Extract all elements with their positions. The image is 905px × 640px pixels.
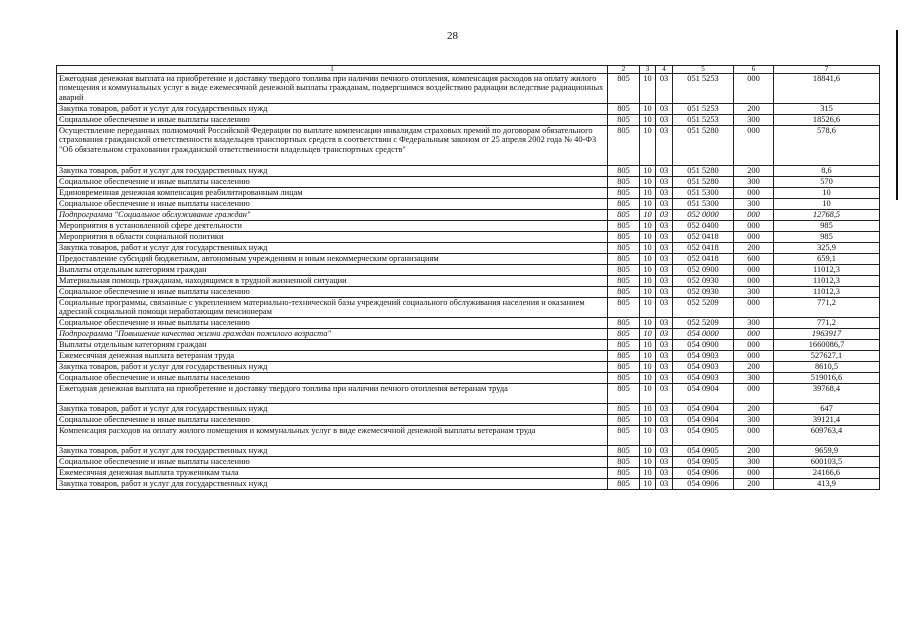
subsection-code: 03: [656, 340, 673, 351]
amount: 18841,6: [774, 74, 880, 104]
amount: 11012,3: [774, 276, 880, 287]
row-description: Ежегодная денежная выплата на приобретение и доставку твердого топлива при наличии печного отопления ветеранам труда: [57, 384, 608, 404]
section-code: 10: [640, 177, 656, 188]
row-description: Закупка товаров, работ и услуг для государственных нужд: [57, 166, 608, 177]
subsection-code: 03: [656, 199, 673, 210]
expense-type-code: 000: [734, 384, 774, 404]
row-description: Мероприятия в области социальной политики: [57, 232, 608, 243]
expense-type-code: 200: [734, 243, 774, 254]
amount: 659,1: [774, 254, 880, 265]
expense-type-code: 600: [734, 254, 774, 265]
amount: 9659,9: [774, 446, 880, 457]
row-description: Закупка товаров, работ и услуг для государственных нужд: [57, 479, 608, 490]
subsection-code: 03: [656, 265, 673, 276]
row-description: Подпрограмма "Повышение качества жизни граждан пожилого возраста": [57, 329, 608, 340]
target-article-code: 054 0906: [673, 479, 734, 490]
target-article-code: 052 0930: [673, 276, 734, 287]
subsection-code: 03: [656, 384, 673, 404]
subsection-code: 03: [656, 446, 673, 457]
target-article-code: 052 0000: [673, 210, 734, 221]
subsection-code: 03: [656, 318, 673, 329]
section-code: 10: [640, 276, 656, 287]
ministry-code: 805: [608, 373, 640, 384]
amount: 11012,3: [774, 287, 880, 298]
column-number-row: [57, 66, 880, 74]
amount: 18526,6: [774, 115, 880, 126]
ministry-code: 805: [608, 177, 640, 188]
ministry-code: 805: [608, 318, 640, 329]
table-row: [57, 426, 880, 446]
row-description: Социальное обеспечение и иные выплаты населению: [57, 177, 608, 188]
header-cell: 6: [734, 66, 774, 74]
margin-rule: [896, 30, 898, 200]
section-code: 10: [640, 404, 656, 415]
expense-type-code: 000: [734, 468, 774, 479]
target-article-code: 051 5253: [673, 74, 734, 104]
amount: 39768,4: [774, 384, 880, 404]
target-article-code: 052 0400: [673, 221, 734, 232]
ministry-code: 805: [608, 276, 640, 287]
table-row: [57, 126, 880, 166]
section-code: 10: [640, 468, 656, 479]
table-row: [57, 479, 880, 490]
section-code: 10: [640, 318, 656, 329]
section-code: 10: [640, 115, 656, 126]
subsection-code: 03: [656, 104, 673, 115]
table-row: [57, 265, 880, 276]
section-code: 10: [640, 104, 656, 115]
subsection-code: 03: [656, 362, 673, 373]
ministry-code: 805: [608, 232, 640, 243]
amount: 1963917: [774, 329, 880, 340]
section-code: 10: [640, 74, 656, 104]
expense-type-code: 000: [734, 426, 774, 446]
table-row: [57, 221, 880, 232]
header-cell: 1: [57, 66, 608, 74]
expense-type-code: 000: [734, 351, 774, 362]
section-code: 10: [640, 298, 656, 318]
section-code: 10: [640, 373, 656, 384]
row-description: Закупка товаров, работ и услуг для государственных нужд: [57, 446, 608, 457]
amount: 985: [774, 221, 880, 232]
section-code: 10: [640, 221, 656, 232]
table-row: [57, 446, 880, 457]
row-description: Осуществление переданных полномочий Российской Федерации по выплате компенсации инвалидам страховых премий по договорам обязательного страхования гражданской ответственности владельцев транспортных средств в соответствии с Федеральным законом от 25 апреля 2002 года № 40-ФЗ "Об обязательном страховании гражданской ответственности владельцев транспортных средств": [57, 126, 608, 166]
table-row: [57, 329, 880, 340]
subsection-code: 03: [656, 254, 673, 265]
table-row: [57, 166, 880, 177]
ministry-code: 805: [608, 468, 640, 479]
target-article-code: 054 0903: [673, 373, 734, 384]
row-description: Закупка товаров, работ и услуг для государственных нужд: [57, 404, 608, 415]
expense-type-code: 200: [734, 479, 774, 490]
amount: 771,2: [774, 298, 880, 318]
target-article-code: 051 5280: [673, 166, 734, 177]
table-row: [57, 199, 880, 210]
page-number: 28: [447, 30, 458, 42]
header-cell: 3: [640, 66, 656, 74]
ministry-code: 805: [608, 188, 640, 199]
section-code: 10: [640, 210, 656, 221]
table-row: [57, 74, 880, 104]
target-article-code: 052 0900: [673, 265, 734, 276]
target-article-code: 054 0906: [673, 468, 734, 479]
amount: 39121,4: [774, 415, 880, 426]
target-article-code: 051 5253: [673, 104, 734, 115]
ministry-code: 805: [608, 415, 640, 426]
row-description: Компенсация расходов на оплату жилого помещения и коммунальных услуг в виде ежемесячной денежной выплаты ветеранам труда: [57, 426, 608, 446]
subsection-code: 03: [656, 126, 673, 166]
ministry-code: 805: [608, 210, 640, 221]
row-description: Социальное обеспечение и иные выплаты населению: [57, 115, 608, 126]
expense-type-code: 200: [734, 446, 774, 457]
row-description: Социальное обеспечение и иные выплаты населению: [57, 287, 608, 298]
expense-type-code: 000: [734, 221, 774, 232]
subsection-code: 03: [656, 329, 673, 340]
row-description: Ежегодная денежная выплата на приобретение и доставку твердого топлива при наличии печного отопления, компенсация расходов на оплату жилого помещения и коммунальных услуг в виде ежемесячной денежной выплаты гражданам, подвергшимся воздействию радиации вследствие радиационных аварий: [57, 74, 608, 104]
table-row: [57, 373, 880, 384]
row-description: Предоставление субсидий бюджетным, автономным учреждениям и иным некоммерческим организациям: [57, 254, 608, 265]
subsection-code: 03: [656, 74, 673, 104]
amount: 609763,4: [774, 426, 880, 446]
target-article-code: 051 5280: [673, 126, 734, 166]
expense-type-code: 300: [734, 318, 774, 329]
subsection-code: 03: [656, 373, 673, 384]
table-row: [57, 351, 880, 362]
subsection-code: 03: [656, 457, 673, 468]
section-code: 10: [640, 446, 656, 457]
expense-type-code: 300: [734, 177, 774, 188]
subsection-code: 03: [656, 479, 673, 490]
table-row: [57, 384, 880, 404]
amount: 11012,3: [774, 265, 880, 276]
expense-type-code: 000: [734, 188, 774, 199]
section-code: 10: [640, 287, 656, 298]
header-cell: 7: [774, 66, 880, 74]
section-code: 10: [640, 199, 656, 210]
row-description: Социальное обеспечение и иные выплаты населению: [57, 318, 608, 329]
subsection-code: 03: [656, 243, 673, 254]
expense-type-code: 300: [734, 115, 774, 126]
amount: 985: [774, 232, 880, 243]
subsection-code: 03: [656, 351, 673, 362]
target-article-code: 052 0418: [673, 254, 734, 265]
expense-type-code: 300: [734, 373, 774, 384]
expense-type-code: 000: [734, 298, 774, 318]
amount: 600103,5: [774, 457, 880, 468]
expense-type-code: 000: [734, 276, 774, 287]
table-row: [57, 254, 880, 265]
ministry-code: 805: [608, 446, 640, 457]
section-code: 10: [640, 415, 656, 426]
table-row: [57, 232, 880, 243]
subsection-code: 03: [656, 177, 673, 188]
expense-type-code: 200: [734, 166, 774, 177]
amount: 771,2: [774, 318, 880, 329]
row-description: Материальная помощь гражданам, находящимся в трудной жизненной ситуации: [57, 276, 608, 287]
section-code: 10: [640, 232, 656, 243]
subsection-code: 03: [656, 115, 673, 126]
ministry-code: 805: [608, 351, 640, 362]
ministry-code: 805: [608, 243, 640, 254]
section-code: 10: [640, 384, 656, 404]
section-code: 10: [640, 362, 656, 373]
table-row: [57, 115, 880, 126]
expense-type-code: 300: [734, 415, 774, 426]
table-row: [57, 210, 880, 221]
section-code: 10: [640, 126, 656, 166]
expense-type-code: 000: [734, 232, 774, 243]
subsection-code: 03: [656, 298, 673, 318]
ministry-code: 805: [608, 362, 640, 373]
ministry-code: 805: [608, 287, 640, 298]
section-code: 10: [640, 479, 656, 490]
subsection-code: 03: [656, 166, 673, 177]
target-article-code: 051 5300: [673, 188, 734, 199]
amount: 413,9: [774, 479, 880, 490]
ministry-code: 805: [608, 265, 640, 276]
ministry-code: 805: [608, 479, 640, 490]
subsection-code: 03: [656, 210, 673, 221]
expense-type-code: 000: [734, 74, 774, 104]
row-description: Закупка товаров, работ и услуг для государственных нужд: [57, 104, 608, 115]
amount: 527627,1: [774, 351, 880, 362]
section-code: 10: [640, 351, 656, 362]
table-row: [57, 276, 880, 287]
ministry-code: 805: [608, 126, 640, 166]
expense-type-code: 200: [734, 104, 774, 115]
row-description: Социальное обеспечение и иные выплаты населению: [57, 415, 608, 426]
row-description: Подпрограмма "Социальное обслуживание граждан": [57, 210, 608, 221]
expense-type-code: 000: [734, 265, 774, 276]
subsection-code: 03: [656, 287, 673, 298]
target-article-code: 054 0904: [673, 404, 734, 415]
section-code: 10: [640, 426, 656, 446]
target-article-code: 051 5300: [673, 199, 734, 210]
ministry-code: 805: [608, 115, 640, 126]
expense-type-code: 000: [734, 126, 774, 166]
section-code: 10: [640, 243, 656, 254]
target-article-code: 054 0904: [673, 384, 734, 404]
target-article-code: 052 0930: [673, 287, 734, 298]
table-row: [57, 298, 880, 318]
row-description: Ежемесячная денежная выплата труженикам тыла: [57, 468, 608, 479]
section-code: 10: [640, 254, 656, 265]
section-code: 10: [640, 188, 656, 199]
table-row: [57, 243, 880, 254]
header-cell: 5: [673, 66, 734, 74]
budget-table: [56, 65, 880, 490]
amount: 570: [774, 177, 880, 188]
amount: 578,6: [774, 126, 880, 166]
subsection-code: 03: [656, 232, 673, 243]
expense-type-code: 200: [734, 404, 774, 415]
target-article-code: 052 5209: [673, 318, 734, 329]
target-article-code: 054 0905: [673, 457, 734, 468]
ministry-code: 805: [608, 199, 640, 210]
header-cell: 4: [656, 66, 673, 74]
section-code: 10: [640, 166, 656, 177]
ministry-code: 805: [608, 74, 640, 104]
expense-type-code: 200: [734, 362, 774, 373]
ministry-code: 805: [608, 221, 640, 232]
amount: 8,6: [774, 166, 880, 177]
ministry-code: 805: [608, 104, 640, 115]
row-description: Социальное обеспечение и иные выплаты населению: [57, 199, 608, 210]
ministry-code: 805: [608, 329, 640, 340]
target-article-code: 051 5280: [673, 177, 734, 188]
amount: 519016,6: [774, 373, 880, 384]
ministry-code: 805: [608, 404, 640, 415]
row-description: Единовременная денежная компенсация реабилитированным лицам: [57, 188, 608, 199]
amount: 1660086,7: [774, 340, 880, 351]
table-row: [57, 287, 880, 298]
table-row: [57, 457, 880, 468]
ministry-code: 805: [608, 426, 640, 446]
target-article-code: 052 0418: [673, 243, 734, 254]
table-row: [57, 177, 880, 188]
expense-type-code: 000: [734, 340, 774, 351]
target-article-code: 054 0905: [673, 446, 734, 457]
amount: 647: [774, 404, 880, 415]
target-article-code: 052 5209: [673, 298, 734, 318]
subsection-code: 03: [656, 415, 673, 426]
subsection-code: 03: [656, 426, 673, 446]
amount: 12768,5: [774, 210, 880, 221]
target-article-code: 054 0904: [673, 415, 734, 426]
target-article-code: 054 0903: [673, 351, 734, 362]
subsection-code: 03: [656, 468, 673, 479]
table-row: [57, 318, 880, 329]
subsection-code: 03: [656, 188, 673, 199]
target-article-code: 054 0905: [673, 426, 734, 446]
row-description: Ежемесячная денежная выплата ветеранам труда: [57, 351, 608, 362]
header-cell: 2: [608, 66, 640, 74]
section-code: 10: [640, 457, 656, 468]
expense-type-code: 300: [734, 199, 774, 210]
subsection-code: 03: [656, 404, 673, 415]
ministry-code: 805: [608, 166, 640, 177]
section-code: 10: [640, 329, 656, 340]
table-row: [57, 468, 880, 479]
amount: 10: [774, 188, 880, 199]
amount: 8610,5: [774, 362, 880, 373]
target-article-code: 054 0000: [673, 329, 734, 340]
ministry-code: 805: [608, 340, 640, 351]
ministry-code: 805: [608, 298, 640, 318]
section-code: 10: [640, 340, 656, 351]
subsection-code: 03: [656, 276, 673, 287]
row-description: Закупка товаров, работ и услуг для государственных нужд: [57, 362, 608, 373]
row-description: Социальные программы, связанные с укреплением материально-технической базы учреждений социального обслуживания населения и оказанием адресной социальной помощи неработающим пенсионерам: [57, 298, 608, 318]
subsection-code: 03: [656, 221, 673, 232]
target-article-code: 051 5253: [673, 115, 734, 126]
table-row: [57, 188, 880, 199]
expense-type-code: 000: [734, 210, 774, 221]
ministry-code: 805: [608, 384, 640, 404]
expense-type-code: 300: [734, 287, 774, 298]
ministry-code: 805: [608, 457, 640, 468]
ministry-code: 805: [608, 254, 640, 265]
table-row: [57, 404, 880, 415]
table-row: [57, 415, 880, 426]
target-article-code: 052 0418: [673, 232, 734, 243]
row-description: Социальное обеспечение и иные выплаты населению: [57, 457, 608, 468]
expense-type-code: 000: [734, 329, 774, 340]
table-body: [57, 74, 880, 490]
amount: 315: [774, 104, 880, 115]
amount: 10: [774, 199, 880, 210]
table-row: [57, 104, 880, 115]
row-description: Выплаты отдельным категориям граждан: [57, 340, 608, 351]
table-row: [57, 362, 880, 373]
amount: 24166,6: [774, 468, 880, 479]
row-description: Выплаты отдельным категориям граждан: [57, 265, 608, 276]
target-article-code: 054 0900: [673, 340, 734, 351]
row-description: Закупка товаров, работ и услуг для государственных нужд: [57, 243, 608, 254]
row-description: Мероприятия в установленной сфере деятельности: [57, 221, 608, 232]
section-code: 10: [640, 265, 656, 276]
table-row: [57, 340, 880, 351]
amount: 325,9: [774, 243, 880, 254]
row-description: Социальное обеспечение и иные выплаты населению: [57, 373, 608, 384]
expense-type-code: 300: [734, 457, 774, 468]
target-article-code: 054 0903: [673, 362, 734, 373]
